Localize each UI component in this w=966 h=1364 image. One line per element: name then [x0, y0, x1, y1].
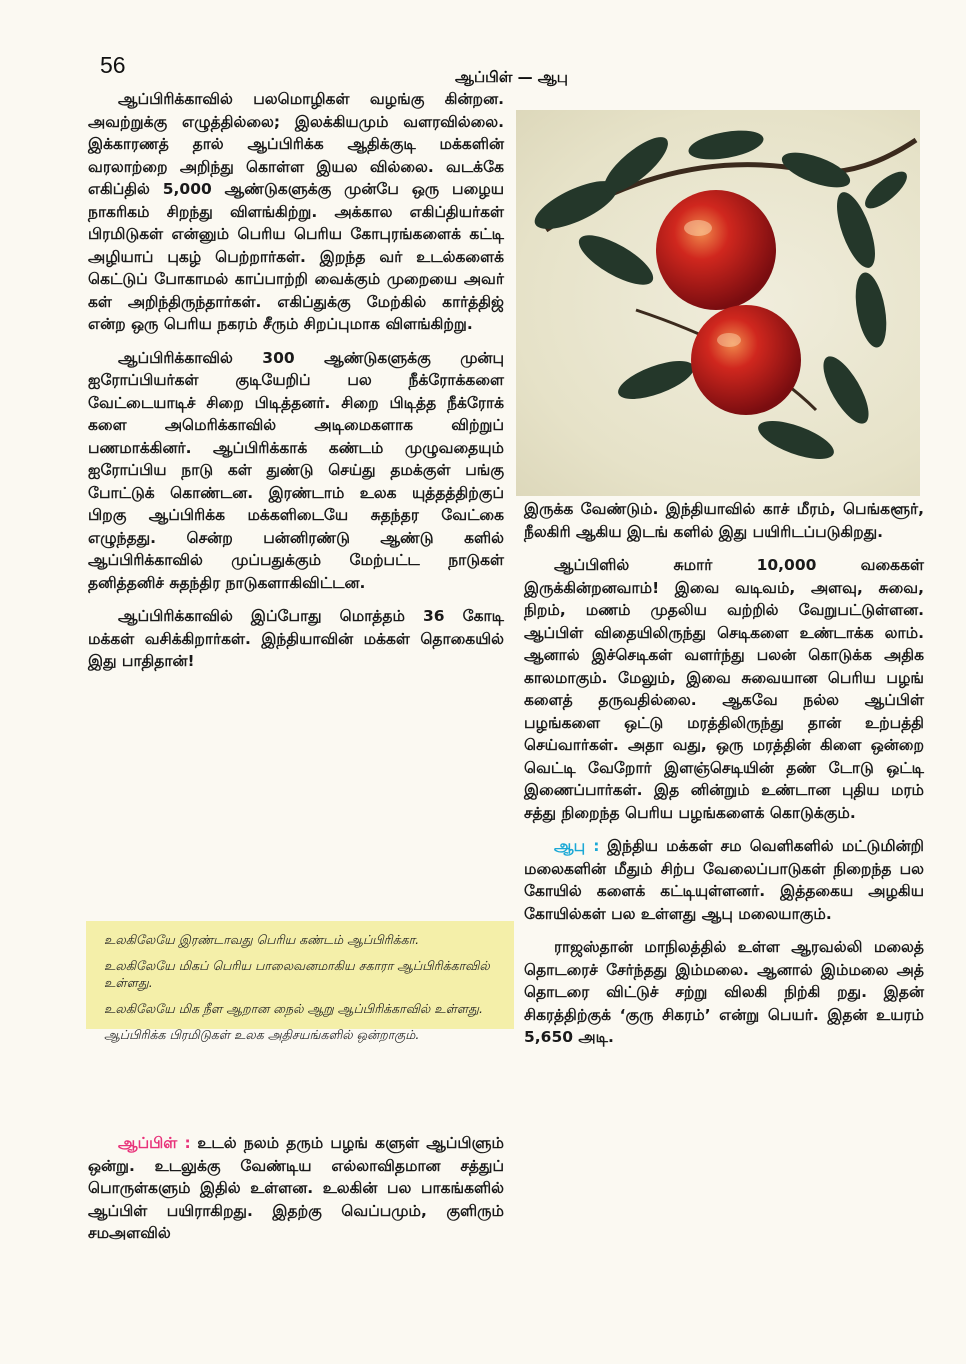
- apple-continuation: இருக்க வேண்டும். இந்தியாவில் காச் மீரம், பெங்களூர், நீலகிரி ஆகிய இடங் களில் இது பயிரிடப்படுகிறது.: [524, 500, 924, 541]
- apple-illustration: [516, 110, 920, 496]
- apple-paragraph: [88, 1132, 504, 1245]
- abu-heading: ஆபு :: [554, 837, 600, 855]
- apple-branch-icon: [516, 110, 920, 496]
- fact-item: உலகிலேயே மிக நீள ஆறான நைல் ஆறு ஆப்பிரிக்காவில் உள்ளது.: [104, 1001, 483, 1016]
- apple-heading: ஆப்பிள் :: [118, 1134, 191, 1152]
- africa-facts-box: [86, 921, 514, 1042]
- fact-item: உலகிலேயே மிகப் பெரிய பாலைவனமாகிய சகாரா ஆப்பிரிக்காவில் உள்ளது.: [104, 958, 490, 990]
- apple-varieties-paragraph: ஆப்பிளில் சுமார் 10,000 வகைகள் இருக்கின்றனவாம்! இவை வடிவம், அளவு, சுவை, நிறம், மணம் முதலிய வற்றில் வேறுபட்டுள்ளன. ஆப்பிள் விதையிலிருந்து செடிகளை உண்டாக்க லாம். ஆனால் இச்செடிகள் வளர்ந்து பலன் கொடுக்க அதிக காலமாகும். மேலும், இவை சுவையான பெரிய பழங் களைத் தருவதில்லை. ஆகவே நல்ல ஆப்பிள் பழங்களை ஒட்டு மரத்திலிருந்து தான் உற்பத்தி செய்வார்கள். அதா வது, ஒரு மரத்தின் கிளை ஒன்றை வெட்டி வேறோர் இளஞ்செடியின் தண் டோடு ஒட்டி இணைப்பார்கள். இத னின்றும் உண்டான புதிய மரம் சத்து நிறைந்த பெரிய பழங்களைக் கொடுக்கும்.: [524, 556, 924, 822]
- apple-section: [88, 1132, 504, 1256]
- apple-body: உடல் நலம் தரும் பழங் களுள் ஆப்பிளும் ஒன்று. உடலுக்கு வேண்டிய எல்லாவிதமான சத்துப் பொருள்களும் இதில் உள்ளன. உலகின் பல பாகங்களில் ஆப்பிள் பயிராகிறது. இதற்கு வெப்பமும், குளிரும் சமஅளவில்: [88, 1134, 505, 1242]
- africa-paragraph-2: ஆப்பிரிக்காவில் 300 ஆண்டுகளுக்கு முன்பு ஐரோப்பியர்கள் குடியேறிப் பல நீக்ரோக்களை வேட்டையாடிச் சிறை பிடித்தனர். சிறை பிடித்த நீக்ரோக் களை அமெரிக்காவில் அடிமைகளாக விற்றுப் பணமாக்கினர். ஆப்பிரிக்காக் கண்டம் முழுவதையும் ஐரோப்பிய நாடு கள் துண்டு செய்து தமக்குள் பங்கு போட்டுக் கொண்டன. இரண்டாம் உலக யுத்தத்திற்குப் பிறகு ஆப்பிரிக்க மக்களிடையே சுதந்தர வேட்கை எழுந்தது. சென்ற பன்னிரண்டு ஆண்டு களில் ஆப்பிரிக்காவில் முப்பதுக்கும் மேற்பட்ட நாடுகள் தனித்தனிச் சுதந்திர நாடுகளாகிவிட்டன.: [88, 348, 504, 592]
- page-number: 56: [100, 52, 126, 78]
- running-head: ஆப்பிள் — ஆபு: [455, 68, 568, 86]
- abu-body: இந்திய மக்கள் சம வெளிகளில் மட்டுமின்றி மலைகளின் மீதும் சிற்ப வேலைப்பாடுகள் நிறைந்த பல கோயில் களைக் கட்டியுள்ளனர். இத்தகைய அழகிய கோயில்கள் பல உள்ளது ஆபு மலையாகும்.: [524, 837, 924, 923]
- abu-paragraph: [524, 835, 924, 925]
- fact-item: ஆப்பிரிக்க பிரமிடுகள் உலக அதிசயங்களில் ஒன்றாகும்.: [104, 1027, 420, 1042]
- right-column: [524, 498, 924, 1060]
- africa-paragraph-1: ஆப்பிரிக்காவில் பலமொழிகள் வழங்கு கின்றன. அவற்றுக்கு எழுத்தில்லை; இலக்கியமும் வளரவில்லை. இக்காரணத் தால் ஆப்பிரிக்க ஆதிக்குடி மக்களின் வரலாற்றை அறிந்து கொள்ள இயல வில்லை. வடக்கே எகிப்தில் 5,000 ஆண்டுகளுக்கு முன்பே ஒரு பழைய நாகரிகம் சிறந்து விளங்கிற்று. அக்கால எகிப்தியர்கள் பிரமிடுகள் என்னும் பெரிய பெரிய கோபுரங்களைக் கட்டி அழியாப் புகழ் பெற்றார்கள். இறந்த வர் உடல்களைக் கெட்டுப் போகாமல் காப்பாற்றி வைக்கும் முறையை அவர் கள் அறிந்திருந்தார்கள். எகிப்துக்கு மேற்கில் கார்த்திஜ் என்ற ஒரு பெரிய நகரம் சீரும் சிறப்புமாக விளங்கிற்று.: [88, 90, 504, 333]
- left-column: [88, 88, 504, 684]
- abu-more-paragraph: ராஜஸ்தான் மாநிலத்தில் உள்ள ஆரவல்லி மலைத் தொடரைச் சேர்ந்தது இம்மலை. ஆனால் இம்மலை அத் தொடரை விட்டுச் சற்று விலகி நிற்கி றது. இதன் சிகரத்திற்குக் ‘குரு சிகரம்’ என்று பெயர். இதன் உயரம் 5,650 அடி.: [524, 938, 924, 1046]
- fact-item: உலகிலேயே இரண்டாவது பெரிய கண்டம் ஆப்பிரிக்கா.: [104, 932, 420, 947]
- africa-paragraph-3: ஆப்பிரிக்காவில் இப்போது மொத்தம் 36 கோடி மக்கள் வசிக்கிறார்கள். இந்தியாவின் மக்கள் தொகையில் இது பாதிதான்!: [88, 607, 504, 670]
